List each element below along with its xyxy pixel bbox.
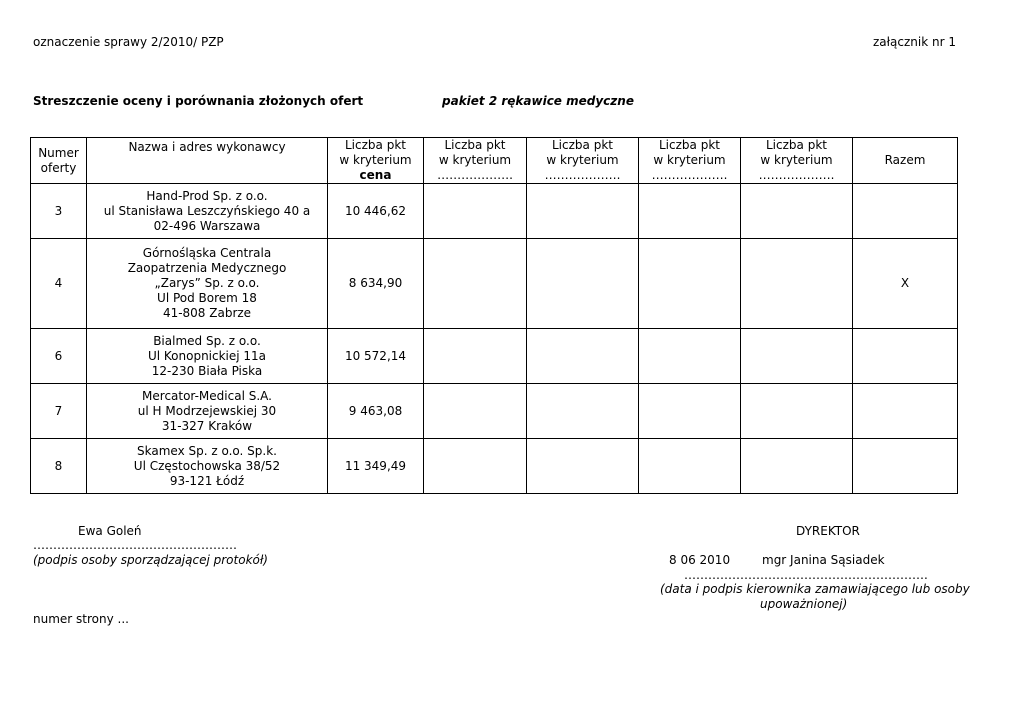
criterion-cell: [639, 239, 741, 329]
criterion-cell: [527, 384, 639, 439]
price-points: 8 634,90: [328, 239, 424, 329]
header-criterion-4: Liczba pkt w kryterium ……………….: [639, 138, 741, 184]
offer-number: 7: [31, 384, 87, 439]
contractor-address: Górnośląska Centrala Zaopatrzenia Medycznego „Zarys” Sp. z o.o. Ul Pod Borem 18 41-808 Zabrze: [87, 239, 328, 329]
offer-number: 6: [31, 329, 87, 384]
criterion-cell: [527, 439, 639, 494]
header-criterion-price: Liczba pkt w kryterium cena: [328, 138, 424, 184]
table-row: [31, 384, 958, 439]
contractor-address: Skamex Sp. z o.o. Sp.k. Ul Częstochowska 38/52 93-121 Łódź: [87, 439, 328, 494]
director-title: DYREKTOR: [796, 524, 860, 538]
criterion-cell: [424, 329, 527, 384]
package-title: pakiet 2 rękawice medyczne: [442, 94, 634, 108]
criterion-cell: [527, 184, 639, 239]
criterion-cell: [639, 184, 741, 239]
offer-number: 8: [31, 439, 87, 494]
criterion-cell: [424, 439, 527, 494]
offer-number: 4: [31, 239, 87, 329]
criterion-cell: [741, 439, 853, 494]
contractor-address: Hand-Prod Sp. z o.o. ul Stanisława Leszczyńskiego 40 a 02-496 Warszawa: [87, 184, 328, 239]
preparer-caption: (podpis osoby sporządzającej protokół): [33, 553, 268, 567]
case-reference: oznaczenie sprawy 2/2010/ PZP: [33, 35, 224, 49]
price-points: 10 446,62: [328, 184, 424, 239]
criterion-cell: [741, 239, 853, 329]
contractor-address: Mercator-Medical S.A. ul H Modrzejewskiej 30 31-327 Kraków: [87, 384, 328, 439]
document-title: Streszczenie oceny i porównania złożonych ofert: [33, 94, 364, 108]
director-caption-continued: upoważnionej): [760, 597, 848, 611]
director-caption: (data i podpis kierownika zamawiającego lub osoby: [660, 582, 970, 596]
header-criterion-2: Liczba pkt w kryterium ……………….: [424, 138, 527, 184]
table-row: [31, 329, 958, 384]
table-row: [31, 439, 958, 494]
header-total: Razem: [853, 138, 958, 184]
page-number: numer strony ...: [33, 612, 129, 626]
director-name: mgr Janina Sąsiadek: [762, 553, 885, 567]
criterion-cell: [639, 384, 741, 439]
criterion-cell: [424, 184, 527, 239]
table-row: [31, 184, 958, 239]
signature-date: 8 06 2010: [669, 553, 731, 567]
price-points: 11 349,49: [328, 439, 424, 494]
total-cell: [853, 329, 958, 384]
criterion-cell: [527, 329, 639, 384]
total-cell: [853, 439, 958, 494]
header-contractor: Nazwa i adres wykonawcy: [87, 138, 328, 184]
header-criterion-3: Liczba pkt w kryterium ……………….: [527, 138, 639, 184]
director-signature-line: …………………………………………………….: [684, 568, 928, 582]
total-cell: [853, 184, 958, 239]
price-points: 10 572,14: [328, 329, 424, 384]
contractor-address: Bialmed Sp. z o.o. Ul Konopnickiej 11a 12-230 Biała Piska: [87, 329, 328, 384]
criterion-cell: [639, 439, 741, 494]
criterion-cell: [424, 239, 527, 329]
criterion-cell: [741, 184, 853, 239]
table-row: [31, 239, 958, 329]
criterion-cell: [741, 384, 853, 439]
total-cell: X: [853, 239, 958, 329]
attachment-label: załącznik nr 1: [872, 35, 956, 49]
offers-table: [30, 137, 958, 494]
total-cell: [853, 384, 958, 439]
header-criterion-5: Liczba pkt w kryterium ……………….: [741, 138, 853, 184]
price-points: 9 463,08: [328, 384, 424, 439]
criterion-cell: [527, 239, 639, 329]
preparer-signature-line: ……………………………………………: [33, 538, 237, 552]
table-header-row: [31, 138, 958, 184]
preparer-name: Ewa Goleń: [78, 524, 142, 538]
criterion-cell: [424, 384, 527, 439]
criterion-cell: [741, 329, 853, 384]
offer-number: 3: [31, 184, 87, 239]
criterion-cell: [639, 329, 741, 384]
header-offer-number: Numer oferty: [31, 138, 87, 184]
